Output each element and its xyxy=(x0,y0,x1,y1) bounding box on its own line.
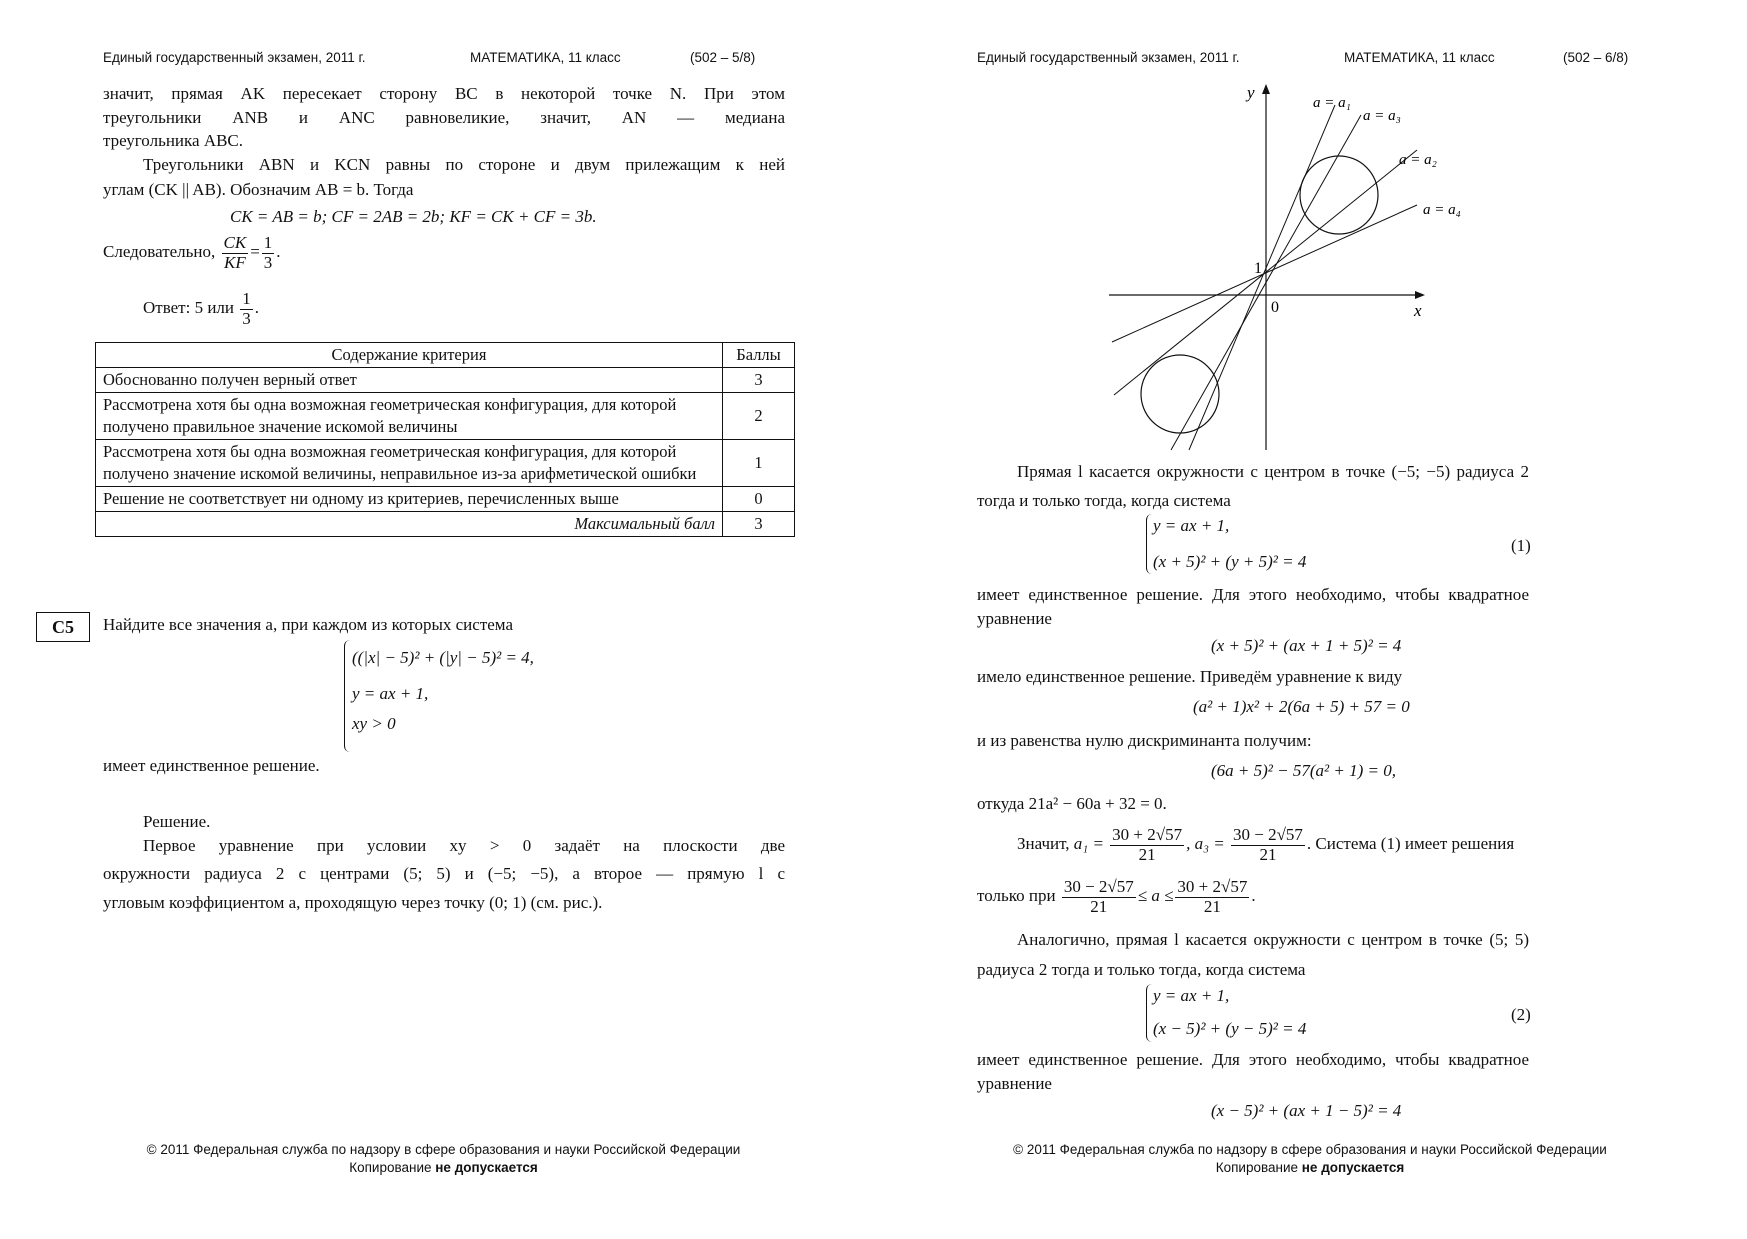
p6-start: Значит, xyxy=(1017,834,1070,854)
max-score-label: Максимальный балл xyxy=(96,512,723,537)
hence-text: Следовательно, xyxy=(103,242,216,262)
left-page xyxy=(0,0,873,1239)
frac-num: 30 − 2√57 xyxy=(1063,877,1134,896)
p3-line: имело единственное решение. Приведём уравнение к виду xyxy=(977,667,1403,686)
frac-num: 1 xyxy=(263,233,273,252)
header-exam: Единый государственный экзамен, 2011 г. xyxy=(977,50,1240,65)
system-eq3: xy > 0 xyxy=(352,714,396,733)
criteria-text: Решение не соответствует ни одному из критериев, перечисленных выше xyxy=(96,487,723,512)
circle-lower xyxy=(1141,355,1219,433)
p7-end: . xyxy=(1251,886,1256,906)
label-a3: a = a₃ xyxy=(1363,108,1401,124)
max-score-points: 3 xyxy=(723,512,795,537)
label-a4: a = a₄ xyxy=(1423,202,1461,218)
p4-line: и из равенства нулю дискриминанта получим: xyxy=(977,731,1312,750)
p6-a3: , a₃ = xyxy=(1186,834,1225,854)
footer-forbidden: не допускается xyxy=(435,1160,538,1175)
p7-line xyxy=(977,878,1256,916)
x-axis-arrow xyxy=(1415,291,1425,299)
answer-fraction xyxy=(240,290,253,328)
equation-4: (x − 5)² + (ax + 1 − 5)² = 4 xyxy=(1211,1101,1402,1120)
frac-num: 30 + 2√57 xyxy=(1112,825,1183,844)
para2-line2: углам (CK || AB). Обозначим AB = b. Тогда xyxy=(103,180,414,199)
label-a1: a = a₁ xyxy=(1313,95,1351,111)
solution-line1: Первое уравнение при условии xy > 0 задаёт на плоскости две xyxy=(143,836,785,855)
p8-line1: Аналогично, прямая l касается окружности с центром в точке (5; 5) xyxy=(1017,930,1529,949)
p8-line2: радиуса 2 тогда и только тогда, когда система xyxy=(977,960,1306,979)
fraction-a1 xyxy=(1110,826,1184,864)
table-max-row xyxy=(96,512,795,537)
p9-line1: имеет единственное решение. Для этого необходимо, чтобы квадратное xyxy=(977,1050,1529,1069)
para2-equation: CK = AB = b; CF = 2AB = 2b; KF = CK + CF = 3b. xyxy=(230,207,597,226)
table-row xyxy=(96,393,795,440)
footer-copy: Копирование xyxy=(349,1160,432,1175)
frac-num: 30 + 2√57 xyxy=(1177,877,1248,896)
criteria-text: Рассмотрена хотя бы одна возможная геометрическая конфигурация, для которой получено значение искомой величины, неправильное из-за арифметической ошибки xyxy=(96,440,723,487)
p2-line2: уравнение xyxy=(977,609,1052,628)
footer-copy-line xyxy=(873,1159,1747,1177)
equation-2: (a² + 1)x² + 2(6a + 5) + 57 = 0 xyxy=(1193,697,1410,716)
footer xyxy=(873,1141,1747,1177)
frac-den: 21 xyxy=(1138,844,1156,864)
equation-3: (6a + 5)² − 57(a² + 1) = 0, xyxy=(1211,761,1396,780)
table-row xyxy=(96,487,795,512)
criteria-table xyxy=(95,342,795,537)
table-row xyxy=(96,440,795,487)
task-statement: Найдите все значения a, при каждом из которых система xyxy=(103,615,513,634)
task-after: имеет единственное решение. xyxy=(103,756,320,775)
frac-den: 21 xyxy=(1203,896,1221,916)
p5-line: откуда 21a² − 60a + 32 = 0. xyxy=(977,794,1167,813)
p7-inequality: ≤ a ≤ xyxy=(1137,886,1174,906)
footer-copy-line xyxy=(0,1159,887,1177)
fraction-one-third xyxy=(262,234,275,272)
system1-eq2: (x + 5)² + (y + 5)² = 4 xyxy=(1153,552,1307,571)
system2-eq2: (x − 5)² + (y − 5)² = 4 xyxy=(1153,1019,1307,1038)
x-axis-label: x xyxy=(1414,301,1422,320)
solution-line3: угловым коэффициентом a, проходящую через точку (0; 1) (см. рис.). xyxy=(103,893,603,912)
right-page xyxy=(873,0,1747,1239)
hence-line: Следовательно, $\frac{CK}{KF}$ = $\frac{1}{3}$ . xyxy=(103,233,281,272)
system2-number: (2) xyxy=(1511,1005,1531,1024)
origin-zero: 0 xyxy=(1271,299,1279,316)
frac-num: 30 − 2√57 xyxy=(1232,825,1303,844)
tick-one: 1 xyxy=(1254,260,1262,277)
y-axis-label: y xyxy=(1247,83,1255,102)
p1-line2: тогда и только тогда, когда система xyxy=(977,491,1231,510)
criteria-points: 3 xyxy=(723,368,795,393)
circle-upper xyxy=(1300,156,1378,234)
fraction-ck-kf xyxy=(222,234,249,272)
fraction-upper-bound xyxy=(1175,878,1249,916)
p6-a1: a₁ = xyxy=(1073,834,1104,854)
p9-line2: уравнение xyxy=(977,1074,1052,1093)
system-brace xyxy=(344,640,352,752)
solution-line2: окружности радиуса 2 с центрами (5; 5) и (−5; −5), а второе — прямую l с xyxy=(103,864,785,883)
system-eq1: ((|x| − 5)² + (|y| − 5)² = 4, xyxy=(352,648,534,667)
table-row xyxy=(96,368,795,393)
answer-line: Ответ: 5 или $\frac{1}{3}$ . xyxy=(143,289,260,328)
header-subject: МАТЕМАТИКА, 11 класс xyxy=(1344,50,1495,65)
y-axis-arrow xyxy=(1262,84,1270,94)
system1-number: (1) xyxy=(1511,536,1531,555)
footer xyxy=(0,1141,887,1177)
header-criteria: Содержание критерия xyxy=(96,343,723,368)
frac-den: 21 xyxy=(1259,844,1277,864)
solution-title: Решение. xyxy=(143,812,211,831)
footer-forbidden: не допускается xyxy=(1301,1160,1405,1175)
criteria-points: 0 xyxy=(723,487,795,512)
system1-eq1: y = ax + 1, xyxy=(1153,516,1230,535)
label-a2: a = a₂ xyxy=(1399,152,1437,168)
table-header-row xyxy=(96,343,795,368)
p1-line1: Прямая l касается окружности с центром в точке (−5; −5) радиуса 2 xyxy=(1017,462,1529,481)
footer-copyright: © 2011 Федеральная служба по надзору в сфере образования и науки Российской Федерации xyxy=(146,1142,741,1157)
para2-line1: Треугольники ABN и KCN равны по стороне и двум прилежащим к ней xyxy=(143,155,785,174)
criteria-text: Обоснованно получен верный ответ xyxy=(96,368,723,393)
para1-line3: треугольника ABC. xyxy=(103,131,244,150)
frac-den: 3 xyxy=(263,252,273,272)
equation-1: (x + 5)² + (ax + 1 + 5)² = 4 xyxy=(1211,636,1402,655)
tangent-lines-figure xyxy=(1109,80,1461,460)
task-label-c5: C5 xyxy=(36,612,90,642)
header-page-code: (502 – 6/8) xyxy=(1563,50,1629,65)
fraction-lower-bound xyxy=(1062,878,1136,916)
header-exam: Единый государственный экзамен, 2011 г. xyxy=(103,50,366,65)
footer-copyright: © 2011 Федеральная служба по надзору в сфере образования и науки Российской Федерации xyxy=(1013,1142,1607,1157)
para1-line1: значит, прямая AK пересекает сторону BC в некоторой точке N. При этом xyxy=(103,84,785,103)
p6-line xyxy=(1017,826,1514,864)
header-page-code: (502 – 5/8) xyxy=(690,50,756,65)
header-points: Баллы xyxy=(723,343,795,368)
system2-eq1: y = ax + 1, xyxy=(1153,986,1230,1005)
system-eq2: y = ax + 1, xyxy=(352,684,429,703)
para1-line2: треугольники ANB и ANC равновеликие, значит, AN — медиана xyxy=(103,108,785,127)
p7-start: только при xyxy=(977,886,1056,906)
p2-line1: имеет единственное решение. Для этого необходимо, чтобы квадратное xyxy=(977,585,1529,604)
footer-copy: Копирование xyxy=(1215,1160,1299,1175)
frac-den: 21 xyxy=(1090,896,1108,916)
frac-num: CK xyxy=(223,233,247,252)
line-a1 xyxy=(1189,105,1335,450)
criteria-points: 2 xyxy=(723,393,795,440)
line-a4 xyxy=(1112,205,1417,342)
frac-den: KF xyxy=(223,252,246,272)
criteria-text: Рассмотрена хотя бы одна возможная геометрическая конфигурация, для которой получено правильное значение искомой величины xyxy=(96,393,723,440)
frac-num: 1 xyxy=(242,289,251,308)
frac-den: 3 xyxy=(242,308,251,328)
criteria-points: 1 xyxy=(723,440,795,487)
p6-tail: . Система (1) имеет решения xyxy=(1306,834,1515,854)
fraction-a3 xyxy=(1231,826,1305,864)
header-subject: МАТЕМАТИКА, 11 класс xyxy=(470,50,621,65)
answer-text: Ответ: 5 или xyxy=(143,298,235,318)
